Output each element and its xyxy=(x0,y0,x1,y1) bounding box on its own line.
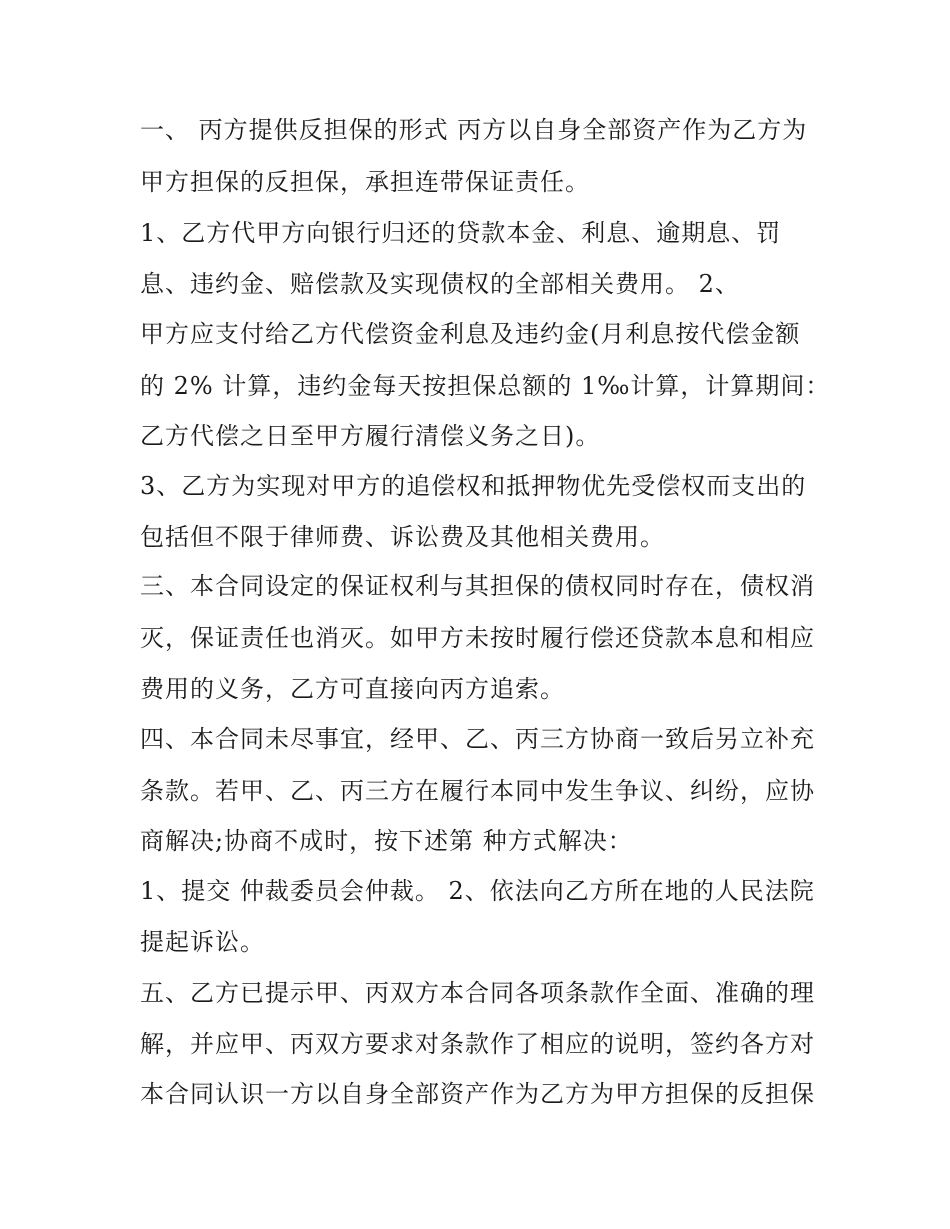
text-line: 1、提交 仲裁委员会仲裁。 2、依法向乙方所在地的人民法院 xyxy=(140,877,815,905)
text-line: 1、乙方代甲方向银行归还的贷款本金、利息、逾期息、罚 xyxy=(140,219,782,247)
text-line: 一、 丙方提供反担保的形式 丙方以自身全部资产作为乙方为 xyxy=(140,116,808,144)
text-line: 费用的义务，乙方可直接向丙方追索。 xyxy=(140,675,565,703)
text-line: 三、本合同设定的保证权利与其担保的债权同时存在，债权消 xyxy=(140,572,815,600)
text-line: 3、乙方为实现对甲方的追偿权和抵押物优先受偿权而支出的 xyxy=(140,472,807,500)
text-line: 包括但不限于律师费、诉讼费及其他相关费用。 xyxy=(140,523,665,551)
text-line: 五、乙方已提示甲、丙双方本合同各项条款作全面、准确的理 xyxy=(140,979,815,1007)
text-line: 灭，保证责任也消灭。如甲方未按时履行偿还贷款本息和相应 xyxy=(140,624,815,652)
text-line: 甲方担保的反担保，承担连带保证责任。 xyxy=(140,168,590,196)
text-line: 条款。若甲、乙、丙三方在履行本同中发生争议、纠纷，应协 xyxy=(140,777,815,805)
text-line: 四、本合同未尽事宜，经甲、乙、丙三方协商一致后另立补充 xyxy=(140,725,815,753)
text-line: 解，并应甲、丙双方要求对条款作了相应的说明，签约各方对 xyxy=(140,1030,815,1058)
text-line: 息、违约金、赔偿款及实现债权的全部相关费用。 2、 xyxy=(140,270,740,298)
text-line: 提起诉讼。 xyxy=(140,928,265,956)
text-line: 商解决;协商不成时，按下述第 种方式解决： xyxy=(140,827,633,855)
text-line: 甲方应支付给乙方代偿资金利息及违约金(月利息按代偿金额 xyxy=(140,320,801,348)
text-line: 本合同认识一方以自身全部资产作为乙方为甲方担保的反担保 xyxy=(140,1080,815,1108)
text-line: 的 2% 计算，违约金每天按担保总额的 1‰计算，计算期间： xyxy=(140,372,831,400)
text-line: 乙方代偿之日至甲方履行清偿义务之日)。 xyxy=(140,422,601,450)
